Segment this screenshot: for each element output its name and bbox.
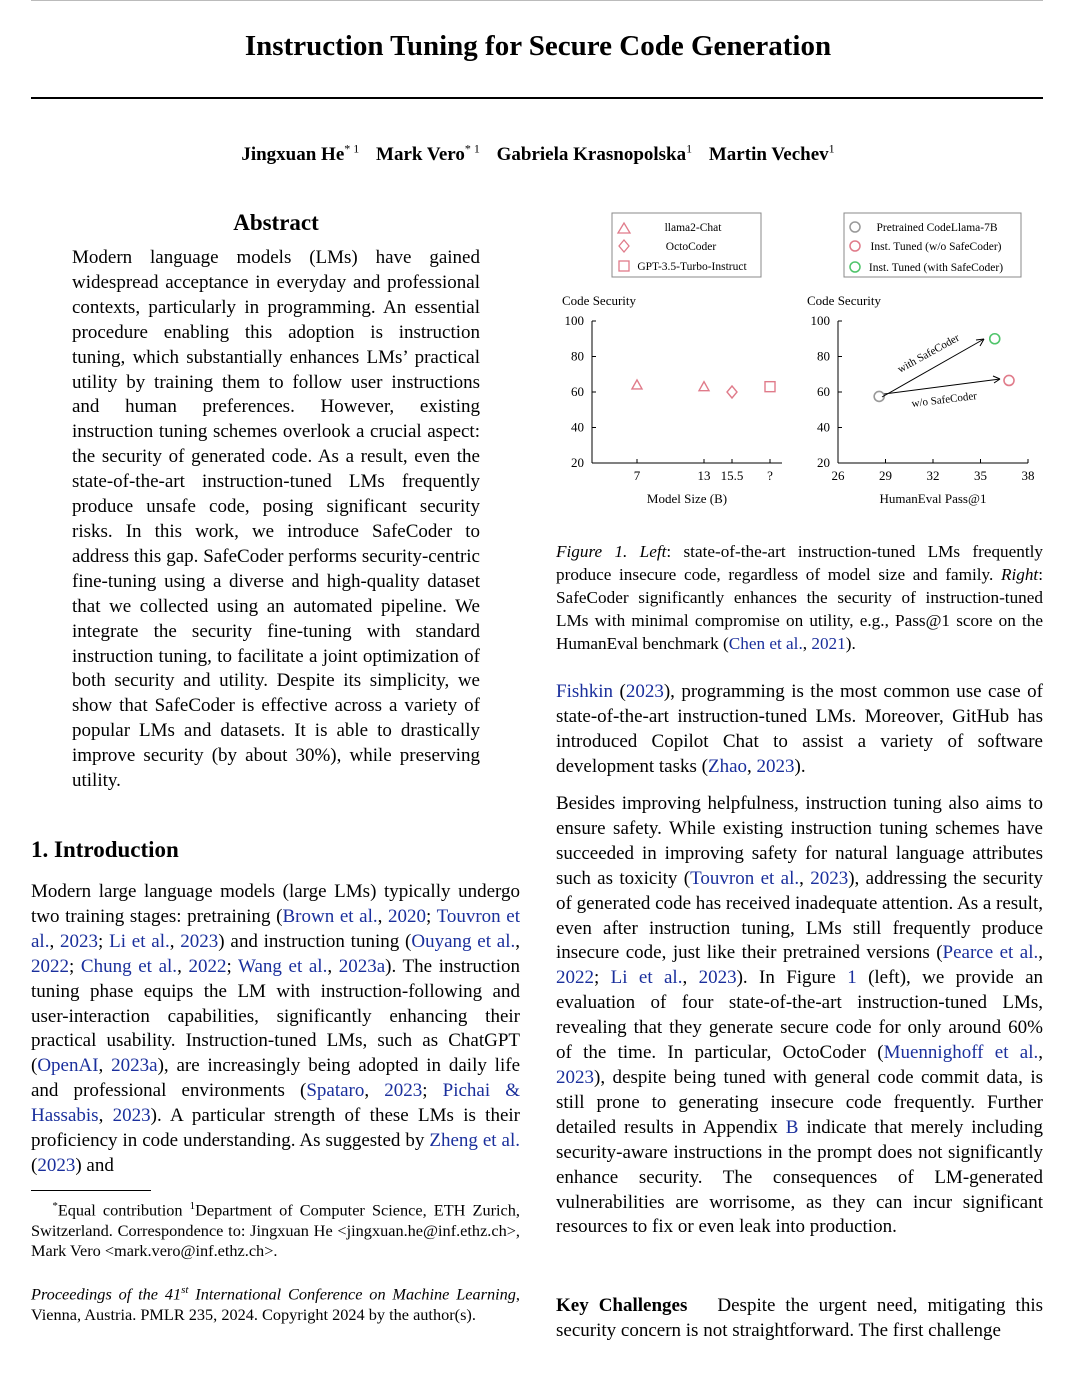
intro-paragraph-2: Fishkin (2023), programming is the most common use case of state-of-the-art instruction-tuned LMs. Moreover, GitHub has introduced Copilot Chat to assist a variety of software development tasks (Zhao, 2023). xyxy=(556,681,1044,777)
x-tick-label: 26 xyxy=(831,468,845,483)
key-challenges-paragraph: Key Challenges Despite the urgent need, mitigating this security concern is not straightforward. The first challenge xyxy=(556,1295,1044,1341)
data-point-circle xyxy=(990,334,1000,344)
footnote-proceedings: Proceedings of the 41st International Conference on Machine Learning, Vienna, Austria. PMLR 235, 2024. Copyright 2024 by the author(s). xyxy=(31,1284,520,1324)
figure-caption: Figure 1. Left: state-of-the-art instruction-tuned LMs frequently produce insecure code, regardless of model size and family. Right: SafeCoder significantly enhances the security of instruction-tuned LMs with minimal compromise on utility, e.g., Pass@1 score on the HumanEval benchmark (Chen et al., 2021). xyxy=(556,542,1044,654)
citation-link[interactable]: Pichai & Hassabis xyxy=(31,1080,521,1127)
intro-paragraph-1: Modern large language models (large LMs) typically undergo two training stages: pretraining (Brown et al., 2020; Touvron et al., 2023; Li et al., 2023) and instruction tuning (Ouyang et al., 2022; Chung et al., 2022; Wang et al., 2023a). The instruction tuning phase equips the LM with instruction-following and user-interaction capabilities, significantly enhancing their practical usability. Instruction-tuned LMs, such as ChatGPT (OpenAI, 2023a), are increasingly being adopted in daily life and professional environments (Spataro, 2023; Pichai & Hassabis, 2023). A particular strength of these LMs is their proficiency in code understanding. As suggested by Zheng et al. (2023) and xyxy=(31,881,521,1176)
author-list xyxy=(0,142,1076,166)
x-tick-label: 29 xyxy=(879,468,892,483)
annotation-without-safecoder: w/o SafeCoder xyxy=(910,390,978,410)
right-ylabel: Code Security xyxy=(807,293,882,308)
citation-link[interactable]: 2022 xyxy=(556,967,594,989)
top-rule xyxy=(31,0,1043,1)
author-3: Gabriela Krasnopolska$^1$ xyxy=(496,142,693,166)
citation-link[interactable]: 2023 xyxy=(112,1105,151,1127)
citation-link[interactable]: 2022 xyxy=(188,955,227,977)
citation-link[interactable]: Zheng et al. xyxy=(429,1130,520,1152)
title-rule xyxy=(31,97,1043,99)
y-tick-label: 80 xyxy=(817,348,830,364)
author-2: Mark Vero$^{* 1}$ xyxy=(376,142,480,166)
left-chart-marks xyxy=(632,380,775,398)
y-tick-label: 80 xyxy=(571,348,584,364)
left-ylabel: Code Security xyxy=(562,293,637,308)
citation-link[interactable]: 2023 xyxy=(37,1154,76,1176)
citation-link[interactable]: 2023 xyxy=(810,867,849,889)
citation-link[interactable]: Brown et al. xyxy=(282,905,378,927)
citation-link[interactable]: Fishkin xyxy=(556,681,614,702)
citation-link[interactable]: Wang et al. xyxy=(238,955,328,977)
citation-link[interactable]: 2023 xyxy=(698,967,737,989)
y-tick-label: 40 xyxy=(817,419,830,435)
x-tick-label: ? xyxy=(767,468,773,483)
right-xlabel: HumanEval Pass@1 xyxy=(879,491,987,506)
x-tick-label: 15.5 xyxy=(720,468,744,483)
author-1: Jingxuan He$^{* 1}$ xyxy=(241,142,360,166)
legend-entry-pretrained: Pretrained CodeLlama-7B xyxy=(876,222,998,234)
citation-link[interactable]: Chen et al. xyxy=(728,634,803,654)
data-point-triangle xyxy=(699,382,709,391)
y-tick-label: 100 xyxy=(810,313,830,328)
intro-paragraph-3: Besides improving helpfulness, instruction tuning also aims to ensure safety. While existing instruction tuning schemes have succeeded in improving safety for natural language attributes such as toxicity (Touvron et al., 2023), addressing the security of generated code has received inadequate attention. As a result, even after instruction tuning, LMs still frequently produce insecure code, just like their pretrained versions (Pearce et al., 2022; Li et al., 2023). In Figure 1 (left), we provide an evaluation of four state-of-the-art instruction-tuned LMs, revealing that they generate secure code for only around 60% of the time. In particular, OctoCoder (Muennighoff et al., 2023), despite being tuned with general code commit data, is still prone to generating insecure code frequently. Further detailed results in Appendix B indicate that merely including security-aware instructions in the prompt does not significantly enhance security. The consequences of LM-generated vulnerabilities are worrisome, as they can incur significant resources to fix or even leak into production. xyxy=(556,793,1044,1238)
x-tick-label: 35 xyxy=(974,468,987,483)
abstract-heading: Abstract xyxy=(233,210,319,235)
citation-link[interactable]: Muennighoff et al. xyxy=(883,1042,1039,1064)
citation-link[interactable]: 2021 xyxy=(811,634,846,654)
citation-link[interactable]: Spataro xyxy=(306,1080,365,1102)
x-tick-label: 38 xyxy=(1021,468,1035,483)
citation-link[interactable]: Chung et al. xyxy=(80,955,178,977)
y-tick-label: 60 xyxy=(817,384,830,399)
figure-reference-link[interactable]: 1 xyxy=(847,967,857,989)
y-tick-label: 20 xyxy=(817,455,830,470)
citation-link[interactable]: 2023 xyxy=(756,755,795,777)
author-4: Martin Vechev$^1$ xyxy=(708,142,835,166)
citation-link[interactable]: 2022 xyxy=(31,955,69,977)
data-point-triangle xyxy=(632,380,642,389)
appendix-reference-link[interactable]: B xyxy=(785,1116,799,1138)
data-point-diamond xyxy=(727,386,737,398)
citation-link[interactable]: Touvron et al. xyxy=(31,905,521,952)
y-tick-label: 100 xyxy=(564,313,584,328)
y-tick-label: 40 xyxy=(571,419,584,435)
x-tick-label: 7 xyxy=(633,468,641,483)
left-xlabel: Model Size (B) xyxy=(646,491,728,506)
figure-1-charts xyxy=(556,205,1043,510)
citation-link[interactable]: Touvron et al. xyxy=(690,867,800,889)
y-tick-label: 60 xyxy=(571,384,584,399)
citation-link[interactable]: Li et al. xyxy=(610,967,683,989)
citation-link[interactable]: Li et al. xyxy=(109,930,170,952)
left-legend xyxy=(612,213,761,277)
legend-entry-llama2-chat: llama2-Chat xyxy=(664,222,722,234)
data-point-square xyxy=(765,382,775,392)
paper-title: Instruction Tuning for Secure Code Generation xyxy=(244,30,832,62)
citation-link[interactable]: 2023 xyxy=(60,930,99,952)
annotation-with-safecoder: with SafeCoder xyxy=(895,331,962,376)
citation-link[interactable]: Ouyang et al. xyxy=(411,930,516,952)
section-heading-introduction: 1. Introduction xyxy=(31,837,179,862)
legend-entry-with-safecoder: Inst. Tuned (with SafeCoder) xyxy=(868,262,1004,274)
citation-link[interactable]: OpenAI xyxy=(37,1055,99,1077)
citation-link[interactable]: 2023 xyxy=(625,681,664,702)
citation-link[interactable]: 2023 xyxy=(384,1080,423,1102)
right-legend xyxy=(844,213,1021,277)
footnote-rule xyxy=(31,1190,151,1191)
left-chart-axes xyxy=(565,313,783,483)
figure-1 xyxy=(556,205,1043,510)
data-point-circle xyxy=(1004,375,1014,385)
y-tick-label: 20 xyxy=(571,455,584,470)
x-tick-label: 32 xyxy=(926,468,940,483)
citation-link[interactable]: 2023 xyxy=(180,930,219,952)
x-tick-label: 13 xyxy=(697,468,711,483)
paragraph-heading: Key Challenges xyxy=(556,1295,688,1316)
citation-link[interactable]: 2023a xyxy=(338,955,386,977)
citation-link[interactable]: 2023a xyxy=(111,1055,158,1077)
abstract-text: Modern language models (LMs) have gained widespread acceptance in everyday and professional contexts, particularly in programming. An essential procedure enabling this adoption is instruction tuning, which substantially enhances LMs’ practical utility by training them to follow user instructions and human preferences. However, existing instruction tuning schemes overlook a crucial aspect: the security of generated code. As a result, even the state-of-the-art instruction-tuned LMs frequently produce unsafe code, posing significant security risks. In this work, we introduce SafeCoder to address this gap. SafeCoder performs security-centric fine-tuning using a diverse and high-quality dataset that we collected using an automated pipeline. We integrate the security fine-tuning with standard instruction tuning, to facilitate a joint optimization of both security and utility. Despite its simplicity, we show that SafeCoder is effective across a variety of popular LMs and datasets. It is able to drastically improve security (by about 30%), while preserving utility. xyxy=(72,247,480,792)
legend-entry-octocoder: OctoCoder xyxy=(665,241,717,253)
citation-link[interactable]: Zhao xyxy=(707,755,748,777)
citation-link[interactable]: Pearce et al. xyxy=(942,942,1039,964)
citation-link[interactable]: 2020 xyxy=(388,905,426,927)
citation-link[interactable]: 2023 xyxy=(556,1066,594,1088)
legend-entry-without-safecoder: Inst. Tuned (w/o SafeCoder) xyxy=(870,241,1002,253)
legend-entry-gpt35: GPT-3.5-Turbo-Instruct xyxy=(637,261,747,273)
footnote-affiliation: *Equal contribution $^1$Department of Computer Science, ETH Zurich, Switzerland. Correspondence to: Jingxuan He <jingxuan.he@inf.ethz.ch>, Mark Vero <mark.vero@inf.ethz.ch>. xyxy=(31,1200,520,1261)
